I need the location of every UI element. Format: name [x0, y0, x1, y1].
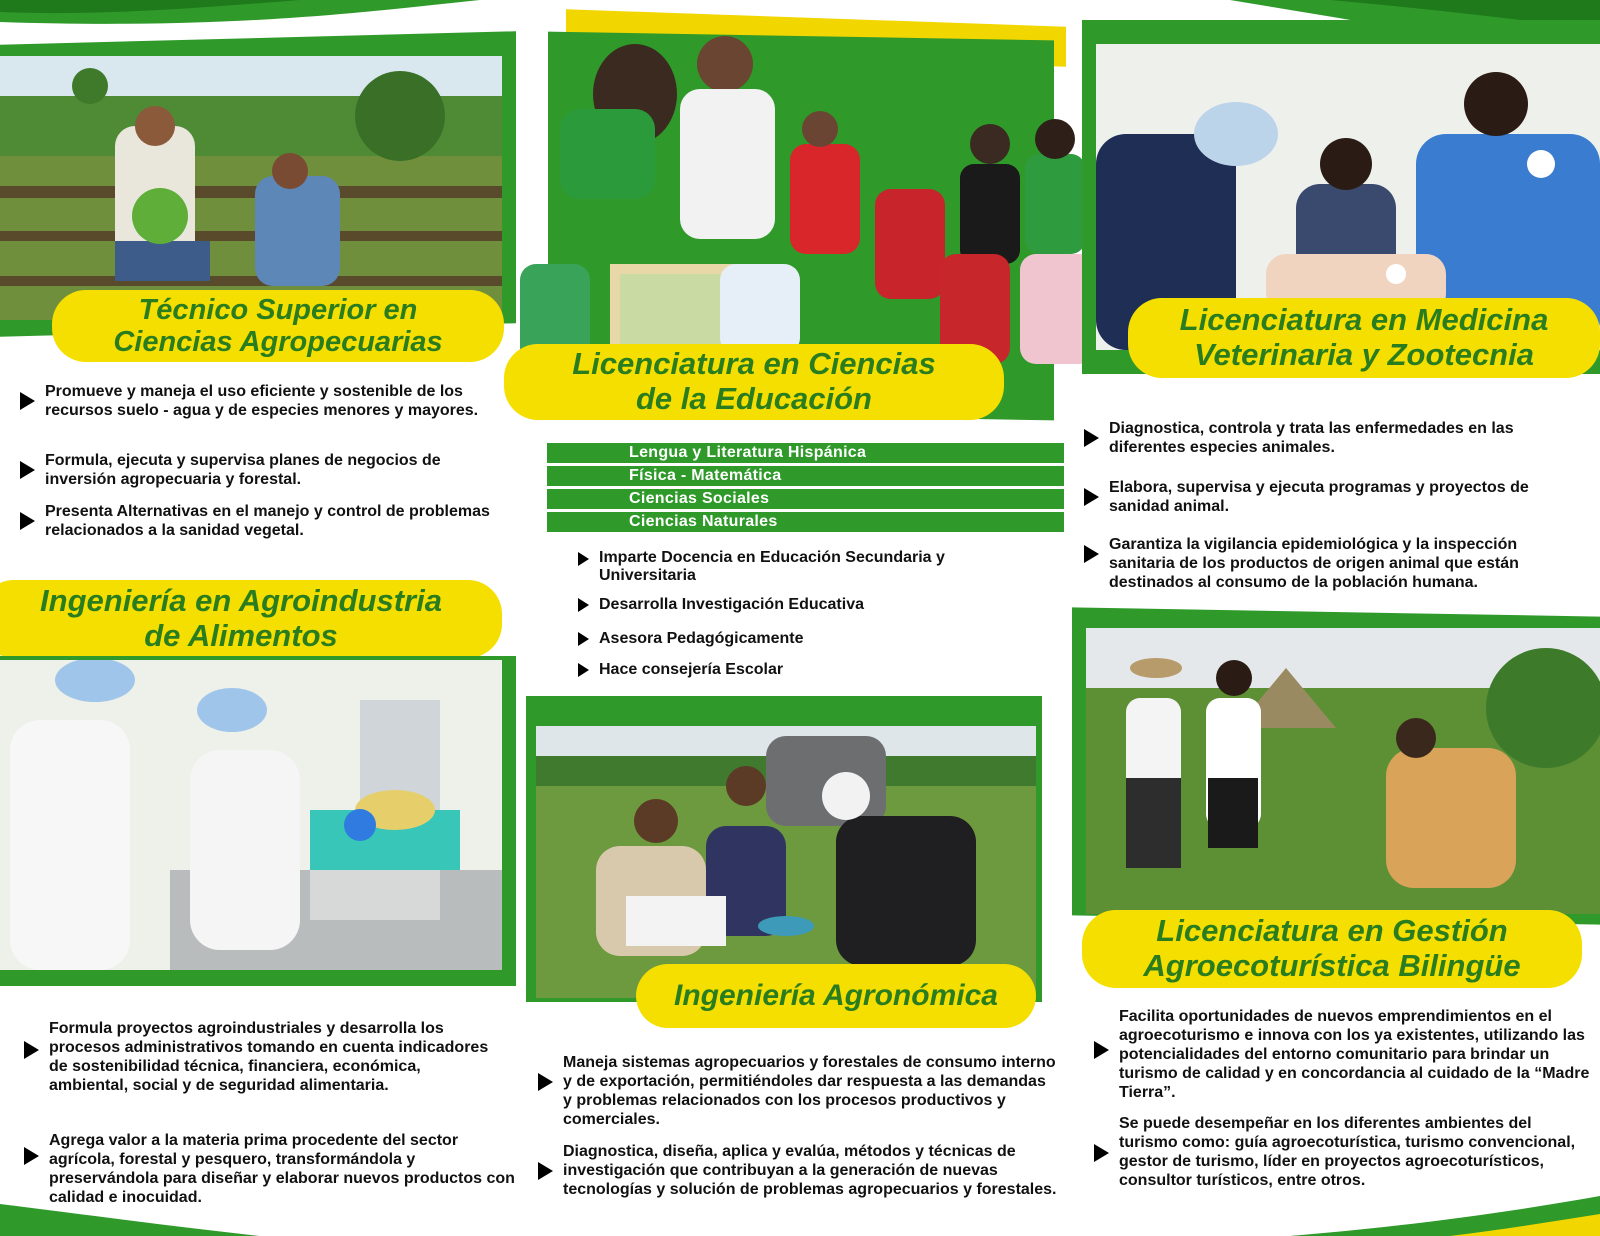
agronomica-title [636, 964, 1036, 1028]
veterinaria-title [1128, 298, 1600, 378]
educacion-students-photo [520, 14, 1110, 386]
specialty-row: Ciencias Naturales [547, 512, 1064, 532]
triangle-bullet-icon [578, 552, 589, 566]
bottom-right-wave-decoration [1290, 1192, 1600, 1236]
triangle-bullet-icon [578, 598, 589, 612]
agroindustria-title-line1: Ingeniería en Agroindustria [40, 583, 442, 619]
agroecoturismo-title [1082, 910, 1582, 988]
agro-bullet: Presenta Alternativas en el manejo y control de problemas relacionados a la sanidad vegetal. [20, 502, 500, 540]
agro-bullet: Promueve y maneja el uso eficiente y sostenible de los recursos suelo - agua y de especies menores y mayores. [20, 382, 500, 420]
triangle-bullet-icon [1094, 1144, 1109, 1162]
veterinaria-bullet: Garantiza la vigilancia epidemiológica y la inspección sanitaria de los productos de origen animal que están destinados al consumo de la población humana. [1084, 535, 1582, 592]
agro-title [52, 290, 504, 362]
agronomica-bullet: Diagnostica, diseña, aplica y evalúa, métodos y técnicas de investigación que contribuyan a la generación de nuevas tecnologías y solución de problemas agropecuarios y forestales. [538, 1142, 1078, 1199]
agro-title-line1: Técnico Superior en [138, 293, 418, 326]
triangle-bullet-icon [20, 461, 35, 479]
educacion-bullet: Desarrolla Investigación Educativa [578, 595, 1018, 614]
educacion-bullet: Asesora Pedagógicamente [578, 629, 1018, 648]
agroecoturismo-garden-photo [1086, 628, 1600, 914]
educacion-bullet: Hace consejería Escolar [578, 660, 1018, 679]
agroecoturismo-bullet: Se puede desempeñar en los diferentes ambientes del turismo como: guía agroecoturística, turismo convencional, gestor de turismo, líder en proyectos agroecoturísticos, consultor turísticos, entre otros. [1094, 1114, 1594, 1190]
triangle-bullet-icon [20, 512, 35, 530]
agronomica-field-photo [536, 726, 1036, 998]
triangle-bullet-icon [20, 392, 35, 410]
agronomica-title-text: Ingeniería Agronómica [674, 979, 998, 1013]
triangle-bullet-icon [538, 1073, 553, 1091]
agroindustria-bullet: Formula proyectos agroindustriales y desarrolla los procesos administrativos tomando en cuenta indicadores de sostenibilidad técnica, financiera, económica, ambiental, social y de seguridad alimentaria. [24, 1019, 494, 1095]
triangle-bullet-icon [24, 1041, 39, 1059]
agroecoturismo-title-line2: Agroecoturística Bilingüe [1143, 948, 1521, 983]
educacion-title [504, 344, 1004, 420]
veterinaria-title-line1: Licenciatura en Medicina [1179, 302, 1549, 338]
veterinaria-bullet: Elabora, supervisa y ejecuta programas y proyectos de sanidad animal. [1084, 478, 1564, 516]
agroindustria-title [0, 580, 502, 658]
triangle-bullet-icon [538, 1162, 553, 1180]
agroindustria-bullet: Agrega valor a la materia prima procedente del sector agrícola, forestal y pesquero, transformándola y preservándola para diseñar y elaborar nuevos productos con calidad e inocuidad. [24, 1131, 518, 1207]
agronomica-bullet: Maneja sistemas agropecuarios y forestales de consumo interno y de exportación, permitiéndoles dar respuesta a las demandas y problemas relacionados con los procesos productivos y comerciales. [538, 1053, 1058, 1129]
agroecoturismo-bullet: Facilita oportunidades de nuevos emprendimientos en el agroecoturismo e innova con los ya existentes, utilizando las potencialidades del entorno comunitario para brindar un turismo de calidad y en concordancia al cuidado de la “Madre Tierra”. [1094, 1007, 1594, 1102]
triangle-bullet-icon [1084, 488, 1099, 506]
agro-field-photo [0, 56, 502, 320]
agroecoturismo-title-line1: Licenciatura en Gestión [1156, 913, 1508, 949]
triangle-bullet-icon [1094, 1041, 1109, 1059]
agro-title-line2: Ciencias Agropecuarias [113, 326, 443, 358]
triangle-bullet-icon [24, 1147, 39, 1165]
triangle-bullet-icon [1084, 545, 1099, 563]
veterinaria-bullet: Diagnostica, controla y trata las enfermedades en las diferentes especies animales. [1084, 419, 1564, 457]
educacion-title-line1: Licenciatura en Ciencias [572, 346, 936, 382]
agroindustria-lab-photo [0, 660, 502, 970]
agroindustria-title-line2: de Alimentos [144, 618, 338, 653]
triangle-bullet-icon [578, 663, 589, 677]
educacion-title-line2: de la Educación [635, 381, 872, 416]
specialty-row: Ciencias Sociales [547, 489, 1064, 509]
specialty-row: Física - Matemática [547, 466, 1064, 486]
specialty-row: Lengua y Literatura Hispánica [547, 443, 1064, 463]
triangle-bullet-icon [578, 632, 589, 646]
veterinaria-title-line2: Veterinaria y Zootecnia [1194, 337, 1534, 372]
agro-bullet: Formula, ejecuta y supervisa planes de negocios de inversión agropecuaria y forestal. [20, 451, 500, 489]
triangle-bullet-icon [1084, 429, 1099, 447]
educacion-bullet: Imparte Docencia en Educación Secundaria y Universitaria [578, 549, 1018, 585]
